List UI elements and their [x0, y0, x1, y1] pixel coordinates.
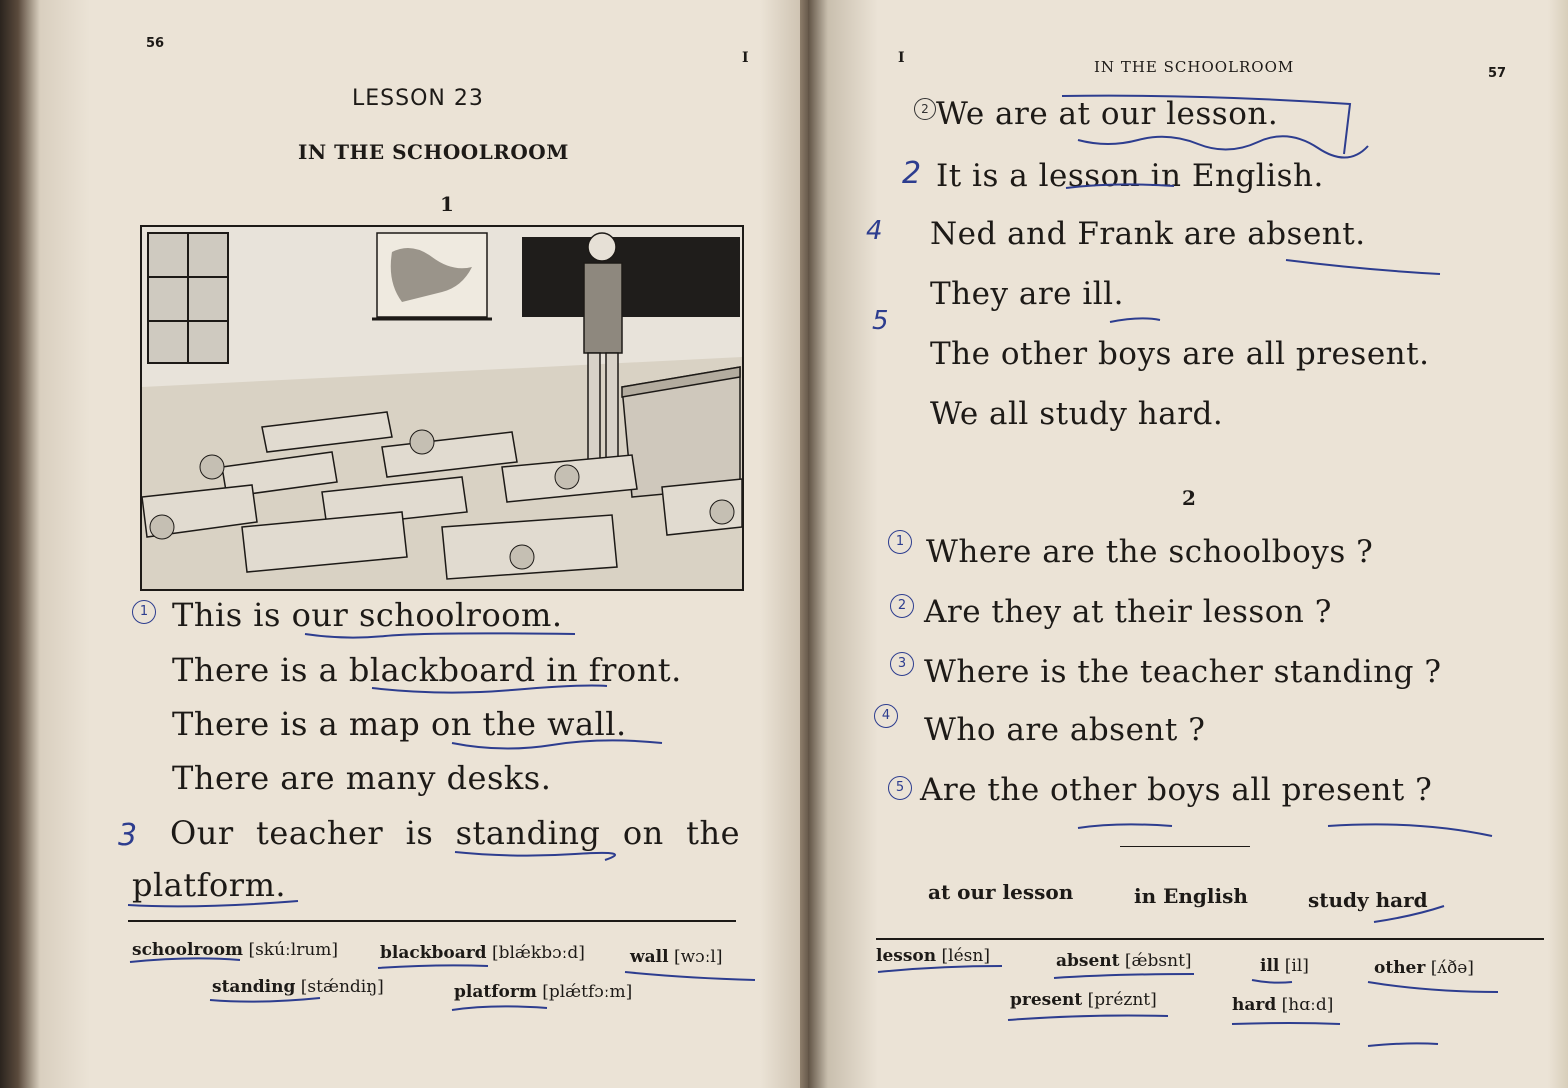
- text-line-5: Our teacher is standing on the: [170, 814, 740, 852]
- p1-line-3: Ned and Frank are absent.: [930, 216, 1366, 252]
- vocab-present: present [préznt]: [1010, 990, 1157, 1010]
- blackboard: [522, 237, 740, 317]
- running-head: IN THE SCHOOLROOM: [1094, 58, 1295, 76]
- text-line-1: This is our schoolroom.: [172, 596, 563, 634]
- annotation-q2: 2: [890, 594, 914, 618]
- annotation-q5: 5: [888, 776, 912, 800]
- annotation-p1-2: 2: [902, 156, 922, 191]
- vocab-hard: hard [hɑːd]: [1232, 995, 1334, 1015]
- teacher-desk: [622, 367, 740, 497]
- phrase-1: at our lesson: [928, 880, 1074, 904]
- text-line-4: There are many desks.: [172, 759, 552, 797]
- right-vocab-divider: [876, 938, 1544, 940]
- pen-circle-number: 1: [132, 600, 156, 624]
- question-2: Are they at their lesson ?: [924, 594, 1332, 630]
- lesson-title: LESSON 23: [352, 86, 484, 111]
- section-number: 1: [440, 192, 454, 216]
- question-4: Who are absent ?: [924, 712, 1206, 748]
- vocab-other: other [ʌ́ðə]: [1374, 958, 1474, 978]
- p1-line-4: They are ill.: [930, 276, 1124, 312]
- left-running-mark: I: [742, 50, 749, 66]
- right-page-number: 57: [1488, 66, 1507, 81]
- right-page: [808, 0, 1568, 1088]
- p1-line-6: We all study hard.: [930, 396, 1224, 432]
- vocab-lesson: lesson [lésn]: [876, 946, 990, 966]
- vocab-platform: platform [plǽtfɔːm]: [454, 982, 633, 1002]
- question-1: Where are the schoolboys ?: [926, 534, 1374, 570]
- pen-number-3: 3: [118, 818, 138, 853]
- phrase-3: study hard: [1308, 888, 1428, 912]
- vocab-standing: standing [stǽndiŋ]: [212, 977, 384, 997]
- p1-line-2: It is a lesson in English.: [936, 158, 1324, 194]
- annotation-p1-4: 5: [872, 306, 889, 336]
- wall-map: [372, 233, 492, 319]
- short-divider: [1120, 846, 1250, 847]
- vocab-divider: [128, 920, 736, 922]
- p1-line-5: The other boys are all present.: [930, 336, 1430, 372]
- text-line-3: There is a map on the wall.: [172, 705, 627, 743]
- vocab-absent: absent [ǽbsnt]: [1056, 951, 1192, 971]
- text-line-6: platform.: [132, 866, 287, 904]
- question-3: Where is the teacher standing ?: [924, 654, 1442, 690]
- annotation-q4: 4: [874, 704, 898, 728]
- vocab-blackboard: blackboard [blǽkbɔːd]: [380, 943, 585, 963]
- vocab-wall: wall [wɔːl]: [630, 947, 723, 967]
- annotation-p1-3: 4: [866, 216, 883, 246]
- section-title: IN THE SCHOOLROOM: [298, 140, 569, 164]
- question-5: Are the other boys all present ?: [920, 772, 1433, 808]
- phrase-2: in English: [1134, 884, 1248, 908]
- vocab-ill: ill [il]: [1260, 956, 1309, 976]
- section-2-number: 2: [1182, 486, 1196, 510]
- schoolroom-drawing: [142, 227, 742, 589]
- left-page-number: 56: [146, 36, 165, 51]
- annotation-q1: 1: [888, 530, 912, 554]
- annotation-q3: 3: [890, 652, 914, 676]
- text-line-2: There is a blackboard in front.: [172, 651, 682, 689]
- right-running-mark: I: [898, 50, 905, 66]
- vocab-schoolroom: schoolroom [skúːlrum]: [132, 940, 339, 960]
- p1-line-1: We are at our lesson.: [936, 96, 1279, 132]
- schoolroom-illustration: [140, 225, 744, 591]
- window: [148, 233, 228, 363]
- annotation-p1-1: 2: [914, 98, 936, 120]
